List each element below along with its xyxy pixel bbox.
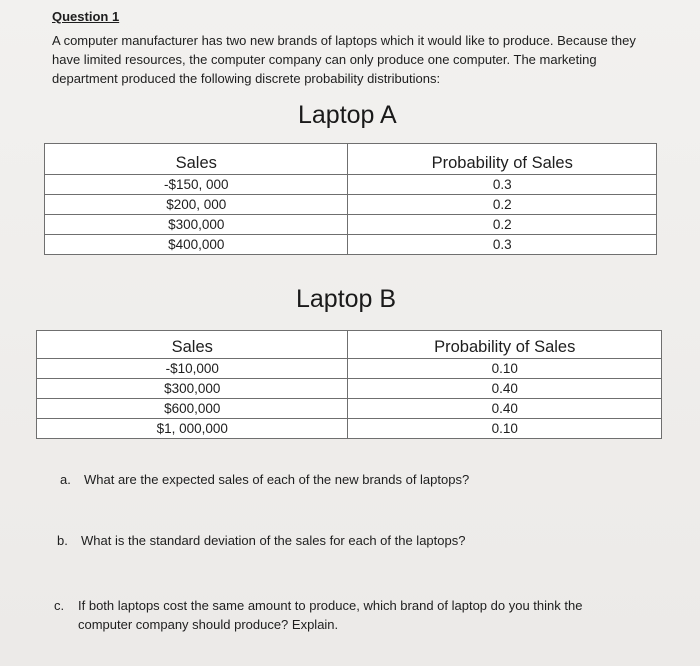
sales-column-header: Sales [37, 331, 348, 359]
question-c [54, 596, 674, 636]
sales-value: $300,000 [45, 215, 348, 235]
sales-value: -$10,000 [37, 359, 348, 379]
laptop-b-heading: Laptop B [296, 285, 397, 313]
laptop-b-table [36, 330, 662, 439]
sales-value: $200, 000 [45, 195, 348, 215]
table-header-row [37, 331, 662, 359]
table-row [37, 399, 662, 419]
probability-value: 0.2 [348, 195, 657, 215]
probability-value: 0.10 [348, 359, 662, 379]
intro-paragraph [52, 31, 652, 88]
table-row [45, 215, 657, 235]
table-row [37, 419, 662, 439]
probability-value: 0.10 [348, 419, 662, 439]
table-header-row [45, 144, 657, 175]
sales-column-header: Sales [45, 144, 348, 175]
laptop-a-table [44, 143, 657, 255]
intro-line: department produced the following discrete probability distributions: [52, 71, 441, 86]
table-row [45, 175, 657, 195]
probability-value: 0.40 [348, 399, 662, 419]
intro-line: have limited resources, the computer company can only produce one computer. The marketing [52, 52, 597, 67]
sales-value: $300,000 [37, 379, 348, 399]
question-label: b. [57, 533, 68, 548]
probability-value: 0.2 [348, 215, 657, 235]
question-b [57, 531, 657, 551]
probability-column-header: Probability of Sales [348, 144, 657, 175]
sales-value: $600,000 [37, 399, 348, 419]
question-text: computer company should produce? Explain. [78, 617, 339, 632]
intro-line: A computer manufacturer has two new brands of laptops which it would like to produce. Because they [52, 33, 636, 48]
question-text: What are the expected sales of each of the new brands of laptops? [84, 472, 470, 487]
question-label: c. [54, 598, 65, 613]
table-row [45, 235, 657, 255]
sales-value: $1, 000,000 [37, 419, 348, 439]
probability-value: 0.3 [348, 175, 657, 195]
question-title: Question 1 [52, 9, 120, 24]
laptop-a-heading: Laptop A [298, 101, 397, 129]
probability-value: 0.3 [348, 235, 657, 255]
question-text: If both laptops cost the same amount to produce, which brand of laptop do you think the [78, 598, 583, 613]
question-text: What is the standard deviation of the sales for each of the laptops? [81, 533, 466, 548]
table-row [37, 359, 662, 379]
sales-value: -$150, 000 [45, 175, 348, 195]
sales-value: $400,000 [45, 235, 348, 255]
table-row [45, 195, 657, 215]
probability-column-header: Probability of Sales [348, 331, 662, 359]
table-row [37, 379, 662, 399]
question-label: a. [60, 472, 71, 487]
probability-value: 0.40 [348, 379, 662, 399]
question-a [60, 470, 660, 490]
